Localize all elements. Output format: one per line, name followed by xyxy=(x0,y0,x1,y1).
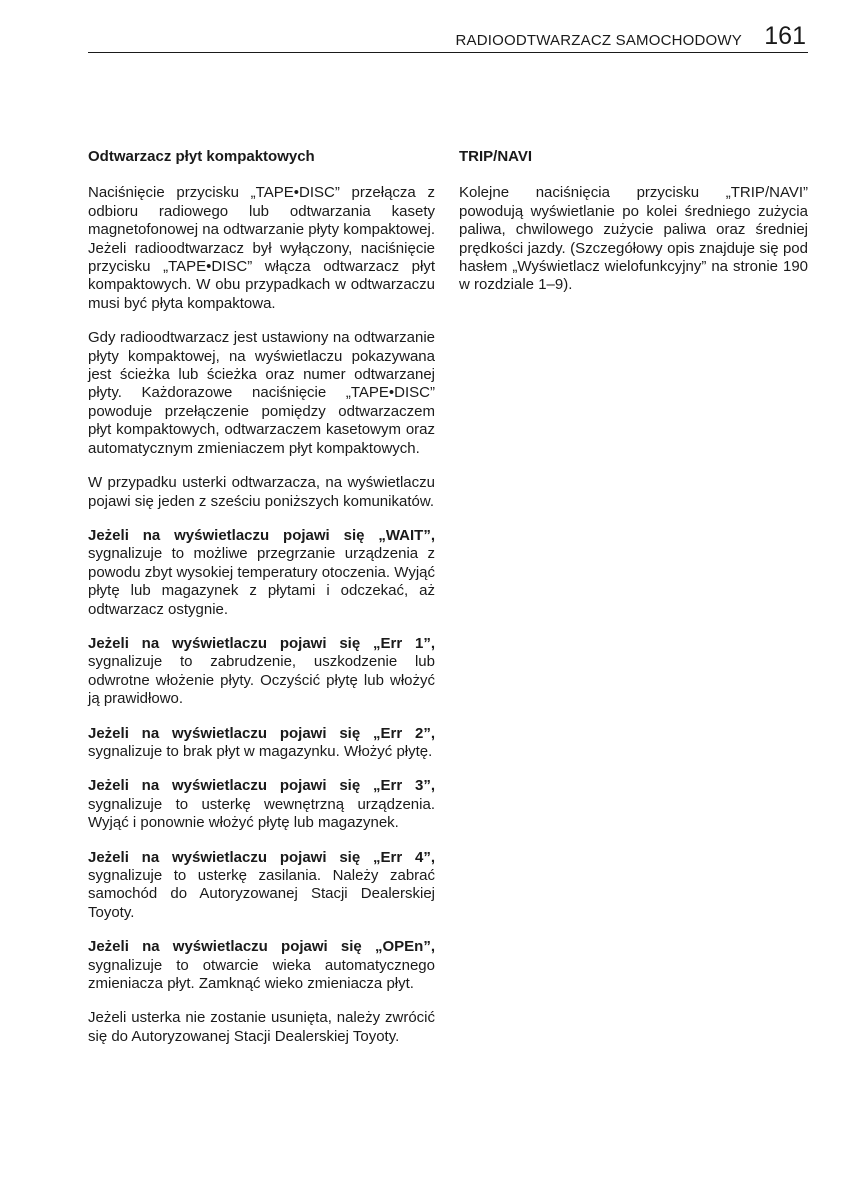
message-description: sygnalizuje to otwarcie wieka automatycznego zmieniacza płyt. Zamknąć wieko zmieniacza płyt. xyxy=(88,956,435,993)
left-column xyxy=(88,148,435,1062)
message-condition: Jeżeli na wyświetlaczu pojawi się „Err 3”, xyxy=(88,777,435,795)
paragraph: Naciśnięcie przycisku „TAPE•DISC” przełącza z odbioru radiowego lub odtwarzania kasety magnetofonowej na odtwarzanie płyty kompaktowej. Jeżeli radioodtwarzacz był wyłączony, naciśnięcie przycisku „TAPE•DISC” włącza odtwarzacz płyt kompaktowych. W obu przypadkach w odtwarzaczu musi być płyta kompaktowa. xyxy=(88,184,435,312)
section-heading-trip-navi: TRIP/NAVI xyxy=(459,148,533,165)
section-heading-cd-player: Odtwarzacz płyt kompaktowych xyxy=(88,148,315,165)
message-description: sygnalizuje to możliwe przegrzanie urządzenia z powodu zbyt wysokiej temperatury otoczenia. Wyjąć płytę lub magazynek z płytami i odczekać, aż odtwarzacz ostygnie. xyxy=(88,545,435,618)
paragraph: W przypadku usterki odtwarzacza, na wyświetlaczu pojawi się jeden z sześciu poniższych komunikatów. xyxy=(88,474,435,510)
message-condition: Jeżeli na wyświetlaczu pojawi się „Err 1”, xyxy=(88,634,435,652)
page-number: 161 xyxy=(764,22,806,50)
message-err1 xyxy=(88,635,435,709)
message-description: sygnalizuje to brak płyt w magazynku. Włożyć płytę. xyxy=(88,742,433,760)
paragraph: Kolejne naciśnięcia przycisku „TRIP/NAVI” powodują wyświetlanie po kolei średniego zużycia paliwa, chwilowego zużycie paliwa oraz średniej prędkości jazdy. (Szczegółowy opis znajduje się pod hasłem „Wyświetlacz wielofunkcyjny” na stronie 190 w rozdziale 1–9). xyxy=(459,184,808,294)
message-condition: Jeżeli na wyświetlaczu pojawi się „WAIT”, xyxy=(88,526,435,544)
message-err4 xyxy=(88,849,435,923)
message-description: sygnalizuje to zabrudzenie, uszkodzenie lub odwrotne włożenie płyty. Oczyścić płytę lub włożyć ją prawidłowo. xyxy=(88,653,435,708)
paragraph-final: Jeżeli usterka nie zostanie usunięta, należy zwrócić się do Autoryzowanej Stacji Dealerskiej Toyoty. xyxy=(88,1009,435,1045)
right-column xyxy=(459,148,808,311)
paragraph: Gdy radioodtwarzacz jest ustawiony na odtwarzanie płyty kompaktowej, na wyświetlaczu pokazywana jest ścieżka lub ścieżka oraz numer odtwarzanej płyty. Każdorazowe naciśnięcie „TAPE•DISC” powoduje przełączenie pomiędzy odtwarzaczem płyt kompaktowych, odtwarzaczem kasetowym oraz automatycznym zmieniaczem płyt kompaktowych. xyxy=(88,329,435,457)
message-wait xyxy=(88,527,435,619)
message-description: sygnalizuje to usterkę zasilania. Należy zabrać samochód do Autoryzowanej Stacji Dealerskiej Toyoty. xyxy=(88,867,435,921)
message-description: sygnalizuje to usterkę wewnętrzną urządzenia. Wyjąć i ponownie włożyć płytę lub magazynek. xyxy=(88,795,435,832)
message-open xyxy=(88,938,435,993)
message-condition: Jeżeli na wyświetlaczu pojawi się „Err 2”, xyxy=(88,724,435,742)
message-err3 xyxy=(88,777,435,832)
message-condition: Jeżeli na wyświetlaczu pojawi się „OPEn”, xyxy=(88,938,435,956)
page-header xyxy=(88,22,808,53)
running-header-title: RADIOODTWARZACZ SAMOCHODOWY xyxy=(455,32,742,49)
message-err2 xyxy=(88,725,435,762)
message-condition: Jeżeli na wyświetlaczu pojawi się „Err 4”, xyxy=(88,848,435,866)
